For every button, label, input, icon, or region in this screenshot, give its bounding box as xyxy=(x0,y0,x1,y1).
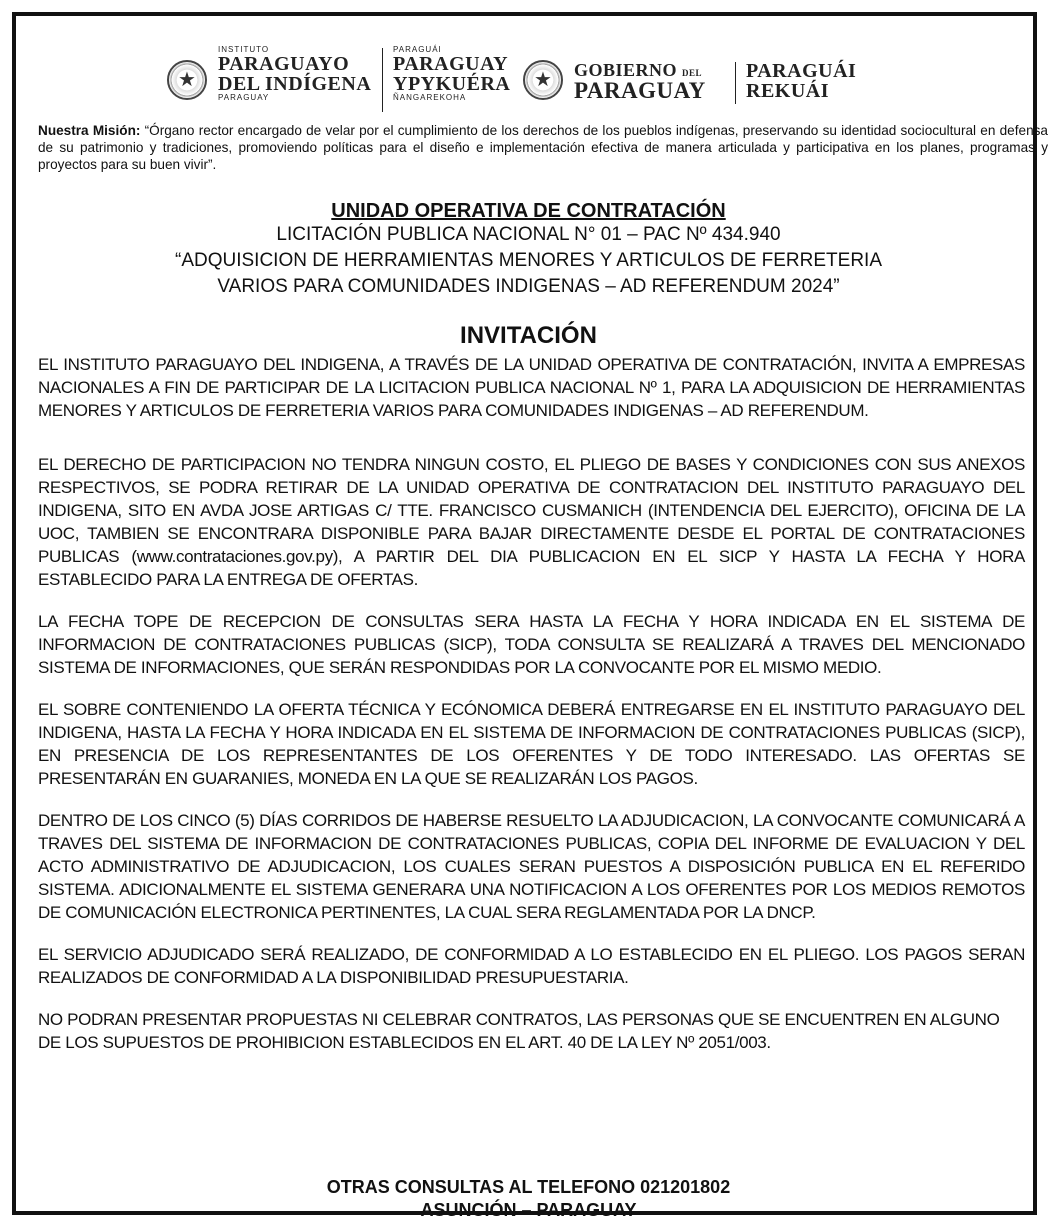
tender-object-line-2: VARIOS PARA COMUNIDADES INDIGENAS – AD REFERENDUM 2024” xyxy=(217,276,840,297)
contact-footer xyxy=(16,1176,1041,1222)
header-logos xyxy=(16,42,1033,126)
logo-paraguai-rekuai: PARAGUÁI REKUÁI xyxy=(746,60,857,102)
paragraph: EL INSTITUTO PARAGUAYO DEL INDIGENA, A TRAVÉS DE LA UNIDAD OPERATIVA DE CONTRATACIÓN, INVITA A EMPRESAS NACIONALES A FIN DE PARTICIPAR DE LA LICITACION PUBLICA NACIONAL Nº 1, PARA LA ADQUISICION DE HERRAMIENTAS MENORES Y ARTICULOS DE FERRETERIA VARIOS PARA COMUNIDADES INDIGENAS – AD REFERENDUM. xyxy=(38,355,1025,420)
mission-label: Nuestra Misión: xyxy=(38,123,141,138)
unit-title: UNIDAD OPERATIVA DE CONTRATACIÓN xyxy=(331,200,726,222)
logo-gobierno-del-paraguay: GOBIERNO DEL PARAGUAY xyxy=(574,60,706,103)
location: ASUNCIÓN – PARAGUAY xyxy=(420,1200,637,1220)
tender-object-line-1: “ADQUISICION DE HERRAMIENTAS MENORES Y ARTICULOS DE FERRETERIA xyxy=(175,250,882,271)
paragraph: DENTRO DE LOS CINCO (5) DÍAS CORRIDOS DE HABERSE RESUELTO LA ADJUDICACION, LA CONVOCANTE COMUNICARÁ A TRAVES DEL SISTEMA DE INFORMACION DE CONTRATACIONES PUBLICAS, COPIA DEL INFORME DE EVALUACION Y DEL ACTO ADMINISTRATIVO DE ADJUDICACION, LOS CUALES SERAN PUESTOS A DISPOSICIÓN PUBLICA EN EL REFERIDO SISTEMA. ADICIONALMENTE EL SISTEMA GENERARA UNA NOTIFICACION A LOS OFERENTES POR LOS MEDIOS REMOTOS DE COMUNICACIÓN ELECTRONICA PERTINENTES, LA CUAL SERA REGLAMENTADA POR LA DNCP. xyxy=(38,811,1025,922)
invitation-title: INVITACIÓN xyxy=(460,322,597,349)
notice-body xyxy=(38,353,1025,1073)
notice-frame xyxy=(12,12,1048,1220)
paragraph: EL DERECHO DE PARTICIPACION NO TENDRA NINGUN COSTO, EL PLIEGO DE BASES Y CONDICIONES CON SUS ANEXOS RESPECTIVOS, SE PODRA RETIRAR DE LA UNIDAD OPERATIVA DE CONTRATACION DEL INSTITUTO PARAGUAYO DEL INDIGENA, SITO EN AVDA JOSE ARTIGAS C/ TTE. FRANCISCO CUSMANICH (INTENDENCIA DEL EJERCITO), OFICINA DE LA UOC, TAMBIEN SE ENCONTRARA DISPONIBLE PARA BAJAR DIRECTAMENTE DESDE EL PORTAL DE CONTRATACIONES PUBLICAS (www.contrataciones.gov.py), A PARTIR DEL DIA PUBLICACION EN EL SICP Y HASTA LA FECHA Y HORA ESTABLECIDO PARA LA ENTREGA DE OFERTAS. xyxy=(38,455,1025,589)
mission-text: “Órgano rector encargado de velar por el cumplimiento de los derechos de los pueblos indígenas, preservando su identidad sociocultural en defensa de su patrimonio y tradiciones, promoviendo políticas para el diseño e implementación efectiva de manera articulada y participativa en los planes, programas y proyectos para su buen vivir”. xyxy=(38,123,1048,172)
mission-statement xyxy=(38,122,1048,173)
paragraph: EL SOBRE CONTENIENDO LA OFERTA TÉCNICA Y ECÓNOMICA DEBERÁ ENTREGARSE EN EL INSTITUTO PARAGUAYO DEL INDIGENA, HASTA LA FECHA Y HORA INDICADA EN EL SISTEMA DE INFORMACION DE CONTRATACIONES PUBLICAS (SICP), EN PRESENCIA DE LOS REPRESENTANTES DE LOS OFERENTES Y DE TODO INTERESADO. LAS OFERTAS SE PRESENTARÁN EN GUARANIES, MONEDA EN LA QUE SE REALIZARÁN LOS PAGOS. xyxy=(38,700,1025,788)
paragraph: NO PODRAN PRESENTAR PROPUESTAS NI CELEBRAR CONTRATOS, LAS PERSONAS QUE SE ENCUENTREN EN ALGUNO DE LOS SUPUESTOS DE PROHIBICION ESTABLECIDOS EN EL ART. 40 DE LA LEY Nº 2051/003. xyxy=(38,1010,1000,1052)
paragraph: EL SERVICIO ADJUDICADO SERÁ REALIZADO, DE CONFORMIDAD A LO ESTABLECIDO EN EL PLIEGO. LOS PAGOS SERAN REALIZADOS DE CONFORMIDAD A LA DISPONIBILIDAD PRESUPUESTARIA. xyxy=(38,945,1025,987)
paragraph: LA FECHA TOPE DE RECEPCION DE CONSULTAS SERA HASTA LA FECHA Y HORA INDICADA EN EL SISTEMA DE INFORMACION DE CONTRATACIONES PUBLICAS (SICP), TODA CONSULTA SE REALIZARÁ A TRAVES DEL MENCIONADO SISTEMA DE INFORMACIONES, QUE SERÁN RESPONDIDAS POR LA CONVOCANTE POR EL MISMO MEDIO. xyxy=(38,612,1025,677)
government-seal-icon: ★ xyxy=(523,60,563,100)
logo-divider xyxy=(735,62,736,104)
logo-divider xyxy=(382,48,383,112)
tender-heading xyxy=(16,200,1041,300)
coat-of-arms-icon: ★ xyxy=(167,60,207,100)
logo-instituto-paraguayo-del-indigena: INSTITUTO PARAGUAYO DEL INDÍGENA PARAGUAY xyxy=(218,45,372,102)
logo-paraguay-ypykuera: PARAGUÁI PARAGUAY YPYKUÉRA ÑANGAREKOHA xyxy=(393,45,511,102)
tender-number: LICITACIÓN PUBLICA NACIONAL N° 01 – PAC Nº 434.940 xyxy=(276,224,781,245)
contact-phone: OTRAS CONSULTAS AL TELEFONO 021201802 xyxy=(326,1177,731,1197)
